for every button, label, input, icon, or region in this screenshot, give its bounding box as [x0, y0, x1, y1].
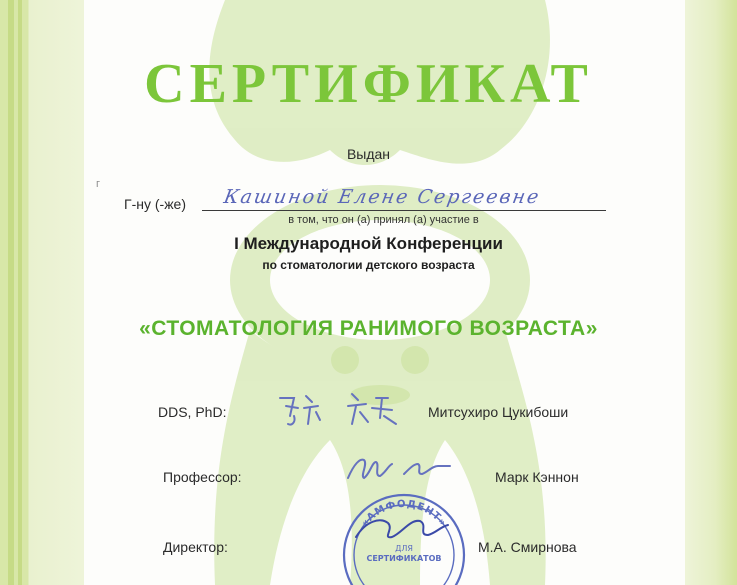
conference-name: I Международной Конференции [234, 234, 503, 253]
recipient-name-handwritten: Кашиной Елене Сергеевне [222, 186, 543, 208]
stamp-seal [336, 487, 472, 585]
signatory-title-director: Директор: [163, 539, 228, 555]
signatory-name-director: М.А. Смирнова [478, 539, 577, 555]
signatory-title-professor: Профессор: [163, 469, 242, 485]
recipient-underline [202, 210, 606, 211]
signatory-title-dds: DDS, PhD: [158, 404, 227, 420]
signatory-name-professor: Марк Кэннон [495, 469, 579, 485]
certificate-title: СЕРТИФИКАТ [144, 53, 593, 115]
stamp-bottom-text: СЕРТИФИКАТОВ [366, 554, 442, 563]
stamp-middle-text: ДЛЯ [395, 544, 413, 553]
conference-specialty: по стоматологии детского возраста [262, 258, 475, 272]
participation-text: в том, что он (а) принял (а) участие в [288, 214, 479, 226]
organization-stamp [336, 487, 472, 585]
recipient-row [124, 188, 614, 216]
signature-professor [344, 454, 454, 484]
conference-topic: «СТОМАТОЛОГИЯ РАНИМОГО ВОЗРАСТА» [139, 317, 598, 340]
signatory-name-dds: Митсухиро Цукибоши [428, 404, 569, 420]
issued-label: Выдан [346, 146, 391, 162]
margin-mark: г [96, 178, 101, 190]
signature-dds [272, 386, 422, 434]
stamp-top-text: «АМФОДЕНТ» [359, 498, 449, 530]
recipient-label: Г-ну (-же) [124, 196, 187, 212]
